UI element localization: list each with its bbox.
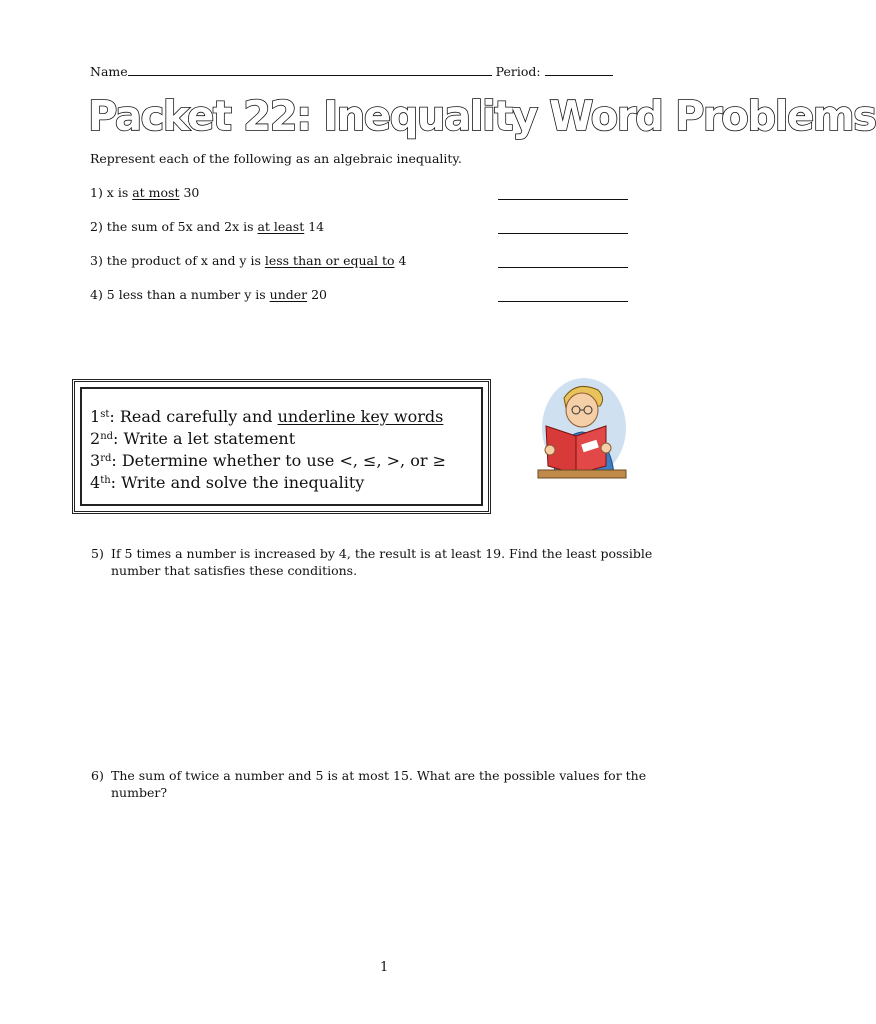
period-label: Period: [495, 64, 541, 79]
item-2: 2) the sum of 5x and 2x is at least 14 [90, 219, 325, 234]
answer-blank-1[interactable] [498, 198, 628, 200]
step-4: 4th: Write and solve the inequality [90, 473, 365, 492]
answer-blank-2[interactable] [498, 232, 628, 234]
student-reading-clipart [536, 376, 628, 480]
key-phrase: at least [257, 219, 305, 234]
page-number: 1 [380, 960, 389, 975]
answer-blank-3[interactable] [498, 266, 628, 268]
step-2: 2nd: Write a let statement [90, 429, 296, 448]
name-blank[interactable] [128, 64, 492, 76]
key-phrase: at most [132, 185, 180, 200]
instructions: Represent each of the following as an algebraic inequality. [90, 151, 462, 166]
step-3: 3rd: Determine whether to use <, ≤, >, or ≥ [90, 451, 446, 470]
item-3: 3) the product of x and y is less than or equal to 4 [90, 253, 407, 268]
name-field [90, 64, 613, 79]
answer-blank-4[interactable] [498, 300, 628, 302]
name-label: Name [90, 64, 128, 79]
step-1: 1st: Read carefully and underline key words [90, 407, 444, 426]
problem-5: 5) If 5 times a number is increased by 4, the result is at least 19. Find the least possible number that satisfies these conditions. [91, 546, 653, 578]
key-phrase: under [269, 287, 308, 302]
page-title: Packet 22: Inequality Word Problems [88, 92, 876, 140]
problem-6: 6) The sum of twice a number and 5 is at most 15. What are the possible values for the number? [91, 768, 647, 800]
period-blank[interactable] [545, 64, 613, 76]
key-phrase: less than or equal to [264, 253, 395, 268]
item-1: 1) x is at most 30 [90, 185, 200, 200]
item-4: 4) 5 less than a number y is under 20 [90, 287, 328, 302]
